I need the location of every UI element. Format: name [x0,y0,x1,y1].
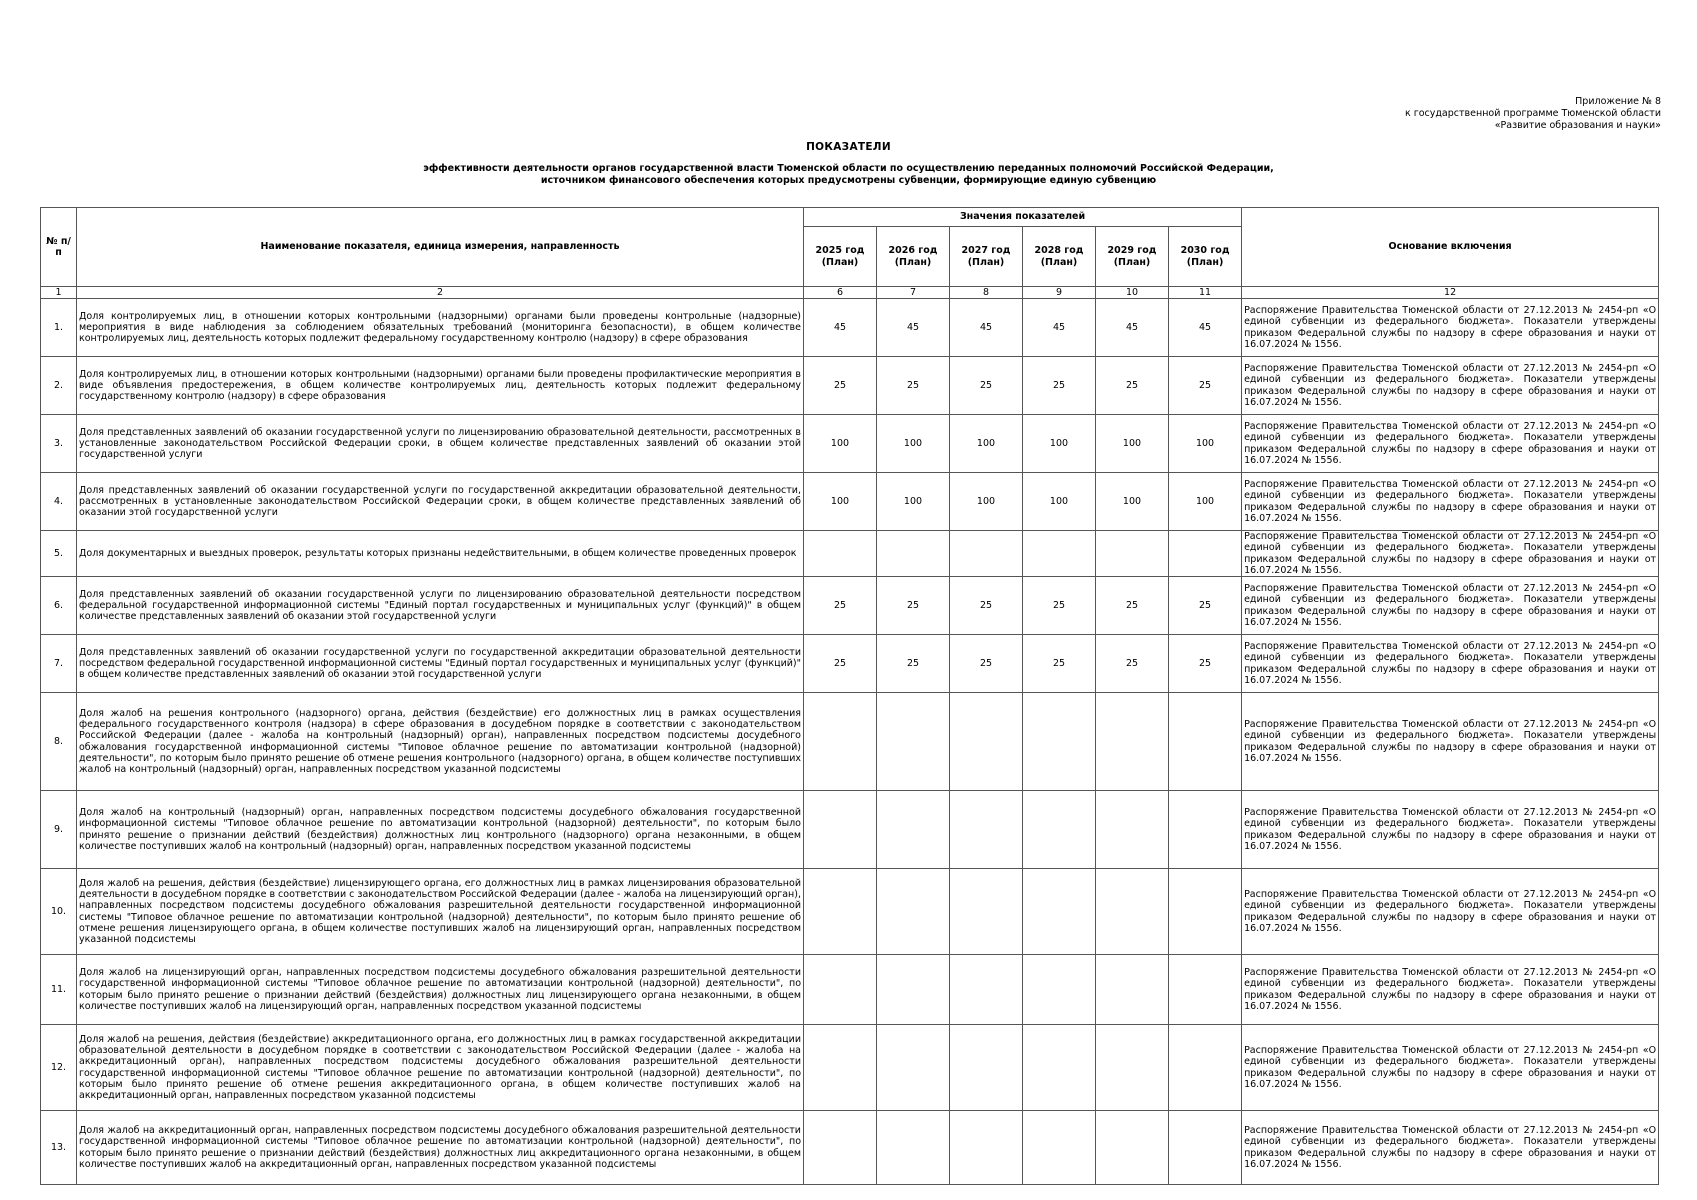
inclusion-basis: Распоряжение Правительства Тюменской области от 27.12.2013 № 2454-рп «О единой субвенции из федерального бюджета». Показатели утверждены приказом Федеральной службы по надзору в сфере образования и науки от 16.07.2024 № 1556. [1242,693,1659,791]
indicator-value [877,531,950,577]
indicator-value [1169,693,1242,791]
appendix-line-1: Приложение № 8 [1575,96,1661,107]
subtitle-line-1: эффективности деятельности органов государственной власти Тюменской области по осуществлению переданных полномочий Российской Федерации, [423,163,1274,174]
row-number: 12. [41,1025,77,1111]
indicator-value [804,1025,877,1111]
indicator-value [950,955,1023,1025]
indicator-name: Доля жалоб на аккредитационный орган, направленных посредством подсистемы досудебного обжалования разрешительной деятельности государственной информационной системы "Типовое облачное решение по автоматизации контрольной (надзорной) деятельности", по которым было принято решение о признании действий (бездействия) должностных лиц аккредитационного органа незаконными, в общем количестве поступивших жалоб на аккредитационный орган, направленных посредством указанной подсистемы [77,1111,804,1185]
header-year-plan: (План) [1186,256,1224,268]
table-row [41,635,1659,693]
indicator-value [1169,1025,1242,1111]
indicator-value [877,1111,950,1185]
indicator-value: 25 [877,357,950,415]
indicator-value [1023,791,1096,869]
indicator-value [1169,531,1242,577]
indicator-value: 25 [877,635,950,693]
indicator-value: 100 [877,415,950,473]
indicator-value: 25 [950,635,1023,693]
appendix-header [1405,96,1661,132]
indicator-value: 100 [804,473,877,531]
indicator-value [1096,531,1169,577]
indicator-value: 100 [1023,415,1096,473]
document-title: ПОКАЗАТЕЛИ [806,141,891,153]
header-year-plan: (План) [894,256,932,268]
table-row [41,955,1659,1025]
header-year-label: 2030 год [1180,245,1230,257]
inclusion-basis: Распоряжение Правительства Тюменской области от 27.12.2013 № 2454-рп «О единой субвенции из федерального бюджета». Показатели утверждены приказом Федеральной службы по надзору в сфере образования и науки от 16.07.2024 № 1556. [1242,473,1659,531]
indicator-value: 100 [1096,473,1169,531]
indicator-value [877,693,950,791]
row-number: 9. [41,791,77,869]
row-number: 3. [41,415,77,473]
appendix-line-3: «Развитие образования и науки» [1494,120,1661,131]
indicator-value: 25 [1096,577,1169,635]
table-row [41,473,1659,531]
indicator-value [1169,791,1242,869]
indicator-value: 25 [1023,577,1096,635]
header-year-1 [804,227,877,287]
row-number: 5. [41,531,77,577]
indicator-value [804,693,877,791]
table-row [41,415,1659,473]
table-row [41,869,1659,955]
row-number: 11. [41,955,77,1025]
header-year-plan: (План) [1113,256,1151,268]
header-year-label: 2027 год [961,245,1011,257]
indicator-value [950,1025,1023,1111]
indicator-value [804,791,877,869]
column-number: 1 [41,287,77,299]
indicator-value: 25 [804,357,877,415]
indicator-value: 100 [950,473,1023,531]
indicator-value [950,693,1023,791]
indicator-value [950,1111,1023,1185]
indicator-value: 25 [804,635,877,693]
inclusion-basis: Распоряжение Правительства Тюменской области от 27.12.2013 № 2454-рп «О единой субвенции из федерального бюджета». Показатели утверждены приказом Федеральной службы по надзору в сфере образования и науки от 16.07.2024 № 1556. [1242,357,1659,415]
header-year-plan: (План) [1040,256,1078,268]
row-number: 6. [41,577,77,635]
indicator-name: Доля представленных заявлений об оказании государственной услуги по лицензированию образовательной деятельности посредством федеральной государственной информационной системы "Единый портал государственных и муниципальных услуг (функций)" в общем количестве представленных заявлений об оказании этой государственной услуги [77,577,804,635]
indicator-name: Доля документарных и выездных проверок, результаты которых признаны недействительными, в общем количестве проведенных проверок [77,531,804,577]
indicator-name: Доля представленных заявлений об оказании государственной услуги по государственной аккредитации образовательной деятельности, рассмотренных в установленные законодательством Российской Федерации сроки, в общем количестве представленных заявлений об оказании этой государственной услуги [77,473,804,531]
header-year-label: 2026 год [888,245,938,257]
indicator-value [1023,1025,1096,1111]
indicator-value: 25 [1096,357,1169,415]
indicator-value [1023,693,1096,791]
table-header [41,208,1659,287]
table-row [41,1025,1659,1111]
table-row [41,791,1659,869]
appendix-line-2: к государственной программе Тюменской области [1404,108,1661,119]
indicator-value [1096,791,1169,869]
indicator-value [804,1111,877,1185]
indicator-value [877,869,950,955]
column-number: 7 [877,287,950,299]
table-row [41,1111,1659,1185]
indicator-value: 25 [804,577,877,635]
indicator-value: 25 [1096,635,1169,693]
indicator-value: 100 [1169,473,1242,531]
header-year-3 [950,227,1023,287]
column-number-row [41,287,1659,299]
header-values-group: Значения показателей [804,208,1242,227]
indicator-value [1096,693,1169,791]
indicator-value [1169,869,1242,955]
indicator-value [877,791,950,869]
indicator-value [804,531,877,577]
table-row [41,357,1659,415]
indicator-value: 45 [804,299,877,357]
indicator-value [804,955,877,1025]
inclusion-basis: Распоряжение Правительства Тюменской области от 27.12.2013 № 2454-рп «О единой субвенции из федерального бюджета». Показатели утверждены приказом Федеральной службы по надзору в сфере образования и науки от 16.07.2024 № 1556. [1242,869,1659,955]
indicator-value: 25 [1169,635,1242,693]
indicator-name: Доля жалоб на решения, действия (бездействие) лицензирующего органа, его должностных лиц в рамках лицензирования образовательной деятельности в досудебном порядке в соответствии с законодательством Российской Федерации (далее - жалоба на лицензирующий орган), направленных посредством подсистемы досудебного обжалования разрешительной деятельности государственной информационной системы "Типовое облачное решение по автоматизации контрольной (надзорной) деятельности", по которым было принято решение об отмене решения лицензирующего органа, в общем количестве поступивших жалоб на лицензирующий орган, направленных посредством указанной подсистемы [77,869,804,955]
inclusion-basis: Распоряжение Правительства Тюменской области от 27.12.2013 № 2454-рп «О единой субвенции из федерального бюджета». Показатели утверждены приказом Федеральной службы по надзору в сфере образования и науки от 16.07.2024 № 1556. [1242,1025,1659,1111]
indicator-value [1096,1025,1169,1111]
indicator-value [1023,531,1096,577]
column-number: 9 [1023,287,1096,299]
column-number: 10 [1096,287,1169,299]
header-year-label: 2025 год [815,245,865,257]
indicator-value [950,531,1023,577]
indicator-value [1096,869,1169,955]
header-year-plan: (План) [821,256,859,268]
column-number: 12 [1242,287,1659,299]
row-number: 7. [41,635,77,693]
table-row [41,693,1659,791]
inclusion-basis: Распоряжение Правительства Тюменской области от 27.12.2013 № 2454-рп «О единой субвенции из федерального бюджета». Показатели утверждены приказом Федеральной службы по надзору в сфере образования и науки от 16.07.2024 № 1556. [1242,791,1659,869]
column-number: 8 [950,287,1023,299]
header-year-6 [1169,227,1242,287]
indicator-value: 25 [950,577,1023,635]
indicator-value [950,869,1023,955]
indicator-name: Доля жалоб на решения, действия (бездействие) аккредитационного органа, его должностных лиц в рамках государственной аккредитации образовательной деятельности в досудебном порядке в соответствии с законодательством Российской Федерации (далее - жалоба на аккредитационный орган), направленных посредством подсистемы досудебного обжалования разрешительной деятельности государственной информационной системы "Типовое облачное решение по автоматизации контрольной (надзорной) деятельности", по которым было принято решение об отмене решения аккредитационного органа, в общем количестве поступивших жалоб на аккредитационный орган, направленных посредством указанной подсистемы [77,1025,804,1111]
indicator-value [1169,1111,1242,1185]
indicator-value [950,791,1023,869]
indicator-value [1096,1111,1169,1185]
indicator-value: 100 [1023,473,1096,531]
table-row [41,577,1659,635]
header-year-2 [877,227,950,287]
row-number: 13. [41,1111,77,1185]
indicator-name: Доля жалоб на контрольный (надзорный) орган, направленных посредством подсистемы досудебного обжалования государственной информационной системы "Типовое облачное решение по автоматизации контрольной (надзорной) деятельности", по которым было принято решение о признании действий (бездействия) должностных лиц контрольного (надзорного) органа незаконными, в общем количестве поступивших жалоб на контрольный (надзорный) орган, направленных посредством указанной подсистемы [77,791,804,869]
header-year-plan: (План) [967,256,1005,268]
row-number: 10. [41,869,77,955]
column-number: 11 [1169,287,1242,299]
indicator-value: 100 [877,473,950,531]
indicator-value [877,955,950,1025]
indicator-value [1023,955,1096,1025]
indicator-value [1023,869,1096,955]
indicator-value: 100 [950,415,1023,473]
header-year-5 [1096,227,1169,287]
indicator-value: 25 [1023,357,1096,415]
row-number: 2. [41,357,77,415]
indicator-value [877,1025,950,1111]
indicator-value: 25 [1169,577,1242,635]
indicator-value: 25 [877,577,950,635]
header-year-label: 2029 год [1107,245,1157,257]
indicator-value [1169,955,1242,1025]
header-basis: Основание включения [1242,208,1659,287]
inclusion-basis: Распоряжение Правительства Тюменской области от 27.12.2013 № 2454-рп «О единой субвенции из федерального бюджета». Показатели утверждены приказом Федеральной службы по надзору в сфере образования и науки от 16.07.2024 № 1556. [1242,955,1659,1025]
indicator-name: Доля жалоб на решения контрольного (надзорного) органа, действия (бездействие) его должностных лиц в рамках осуществления федерального государственного контроля (надзора) в сфере образования в досудебном порядке в соответствии с законодательством Российской Федерации (далее - жалоба на контрольный (надзорный) орган), направленных посредством подсистемы досудебного обжалования государственной информационной системы "Типовое облачное решение по автоматизации контрольной (надзорной) деятельности", по которым было принято решение об отмене решения контрольного (надзорного) органа, в общем количестве поступивших жалоб на контрольный (надзорный) орган, направленных посредством указанной подсистемы [77,693,804,791]
indicators-table [40,207,1659,1185]
row-number: 1. [41,299,77,357]
indicator-value: 100 [1169,415,1242,473]
table-body [41,287,1659,1185]
indicator-value: 45 [1096,299,1169,357]
column-number: 2 [77,287,804,299]
header-year-4 [1023,227,1096,287]
indicator-value: 25 [950,357,1023,415]
table-row [41,299,1659,357]
indicator-value [1096,955,1169,1025]
indicator-value: 100 [804,415,877,473]
inclusion-basis: Распоряжение Правительства Тюменской области от 27.12.2013 № 2454-рп «О единой субвенции из федерального бюджета». Показатели утверждены приказом Федеральной службы по надзору в сфере образования и науки от 16.07.2024 № 1556. [1242,299,1659,357]
indicator-value: 25 [1023,635,1096,693]
indicator-value [804,869,877,955]
inclusion-basis: Распоряжение Правительства Тюменской области от 27.12.2013 № 2454-рп «О единой субвенции из федерального бюджета». Показатели утверждены приказом Федеральной службы по надзору в сфере образования и науки от 16.07.2024 № 1556. [1242,577,1659,635]
indicator-value [1023,1111,1096,1185]
indicator-name: Доля представленных заявлений об оказании государственной услуги по лицензированию образовательной деятельности, рассмотренных в установленные законодательством Российской Федерации сроки, в общем количестве представленных заявлений об оказании этой государственной услуги [77,415,804,473]
row-number: 4. [41,473,77,531]
table-row [41,531,1659,577]
inclusion-basis: Распоряжение Правительства Тюменской области от 27.12.2013 № 2454-рп «О единой субвенции из федерального бюджета». Показатели утверждены приказом Федеральной службы по надзору в сфере образования и науки от 16.07.2024 № 1556. [1242,635,1659,693]
row-number: 8. [41,693,77,791]
indicator-value: 25 [1169,357,1242,415]
inclusion-basis: Распоряжение Правительства Тюменской области от 27.12.2013 № 2454-рп «О единой субвенции из федерального бюджета». Показатели утверждены приказом Федеральной службы по надзору в сфере образования и науки от 16.07.2024 № 1556. [1242,531,1659,577]
indicator-name: Доля представленных заявлений об оказании государственной услуги по государственной аккредитации образовательной деятельности посредством федеральной государственной информационной системы "Единый портал государственных и муниципальных услуг (функций)" в общем количестве представленных заявлений об оказании этой государственной услуги [77,635,804,693]
inclusion-basis: Распоряжение Правительства Тюменской области от 27.12.2013 № 2454-рп «О единой субвенции из федерального бюджета». Показатели утверждены приказом Федеральной службы по надзору в сфере образования и науки от 16.07.2024 № 1556. [1242,415,1659,473]
indicator-name: Доля жалоб на лицензирующий орган, направленных посредством подсистемы досудебного обжалования разрешительной деятельности государственной информационной системы "Типовое облачное решение по автоматизации контрольной (надзорной) деятельности", по которым было принято решение о признании действий (бездействия) должностных лиц лицензирующего органа незаконными, в общем количестве поступивших жалоб на лицензирующий орган, направленных посредством указанной подсистемы [77,955,804,1025]
header-name: Наименование показателя, единица измерения, направленность [77,208,804,287]
indicator-value: 45 [1023,299,1096,357]
indicator-value: 45 [950,299,1023,357]
indicator-value: 45 [877,299,950,357]
indicator-name: Доля контролируемых лиц, в отношении которых контрольными (надзорными) органами были проведены контрольные (надзорные) мероприятия в виде наблюдения за соблюдением обязательных требований (мониторинга безопасности), в общем количестве контролируемых лиц, деятельность которых подлежит федеральному государственному контролю (надзору) в сфере образования [77,299,804,357]
indicator-value: 45 [1169,299,1242,357]
column-number: 6 [804,287,877,299]
document-subtitle [0,163,1697,187]
indicator-name: Доля контролируемых лиц, в отношении которых контрольными (надзорными) органами были проведены профилактические мероприятия в виде объявления предостережения, в общем количестве контролируемых лиц, деятельность которых подлежит федеральному государственному контролю (надзору) в сфере образования [77,357,804,415]
subtitle-line-2: источником финансового обеспечения которых предусмотрены субвенции, формирующие единую субвенцию [540,175,1157,186]
header-year-label: 2028 год [1034,245,1084,257]
indicator-value: 100 [1096,415,1169,473]
header-num: № п/п [41,208,77,287]
inclusion-basis: Распоряжение Правительства Тюменской области от 27.12.2013 № 2454-рп «О единой субвенции из федерального бюджета». Показатели утверждены приказом Федеральной службы по надзору в сфере образования и науки от 16.07.2024 № 1556. [1242,1111,1659,1185]
